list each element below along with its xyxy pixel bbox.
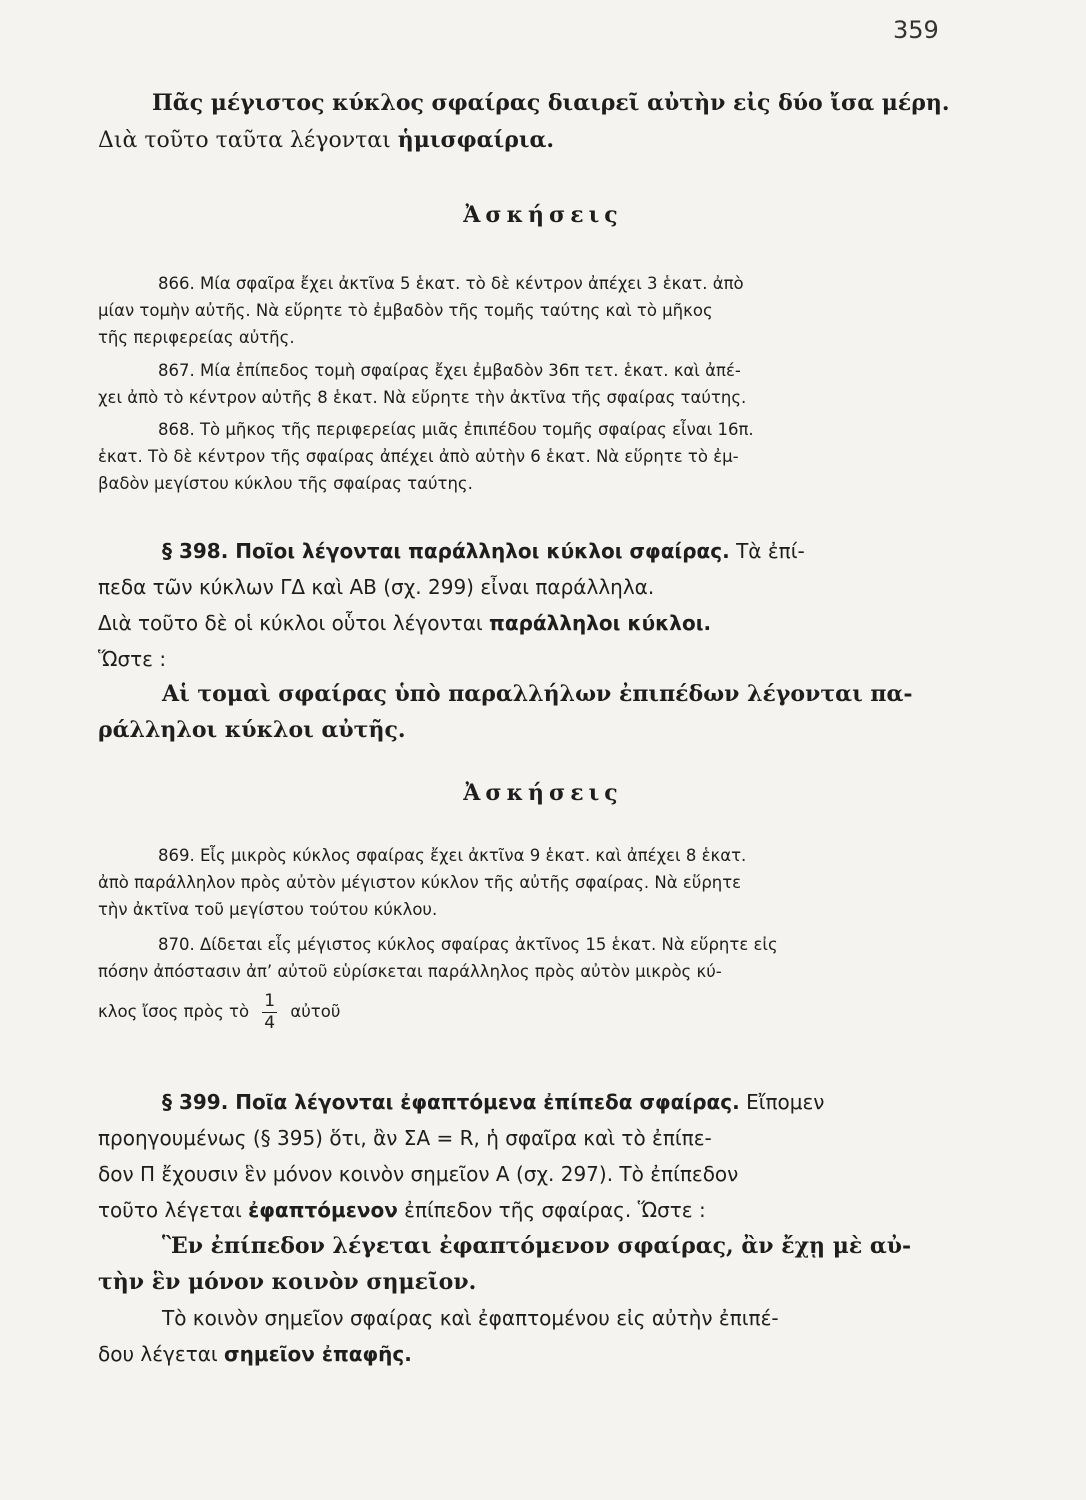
ex869-line-2: ἀπὸ παράλληλον πρὸς αὐτὸν μέγιστον κύκλον τῆς αὐτῆς σφαίρας. Νὰ εὕρητε: [98, 873, 742, 892]
s399-line-4: τοῦτο λέγεται ἐφαπτόμενον ἐπίπεδον τῆς σφαίρας. Ὥστε :: [98, 1198, 706, 1222]
s398-line-2: πεδα τῶν κύκλων ΓΔ καὶ ΑΒ (σχ. 299) εἶναι παράλληλα.: [98, 575, 655, 599]
s399-line-6: δου λέγεται σημεῖον ἐπαφῆς.: [98, 1342, 412, 1366]
ex868-line-1: 868. Τὸ μῆκος τῆς περιφερείας μιᾶς ἐπιπέδου τομῆς σφαίρας εἶναι 16π.: [158, 420, 754, 439]
section-398-title: § 398. Ποῖοι λέγονται παράλληλοι κύκλοι σφαίρας.: [162, 539, 730, 563]
s399-theorem-line-1: Ἓν ἐπίπεδον λέγεται ἐφαπτόμενον σφαίρας, ἂν ἔχῃ μὲ αὐ-: [162, 1233, 912, 1259]
exercise-868: [98, 416, 950, 497]
ex870-line-1: 870. Δίδεται εἷς μέγιστος κύκλος σφαίρας ἀκτῖνος 15 ἑκατ. Νὰ εὕρητε εἰς: [158, 935, 778, 954]
s398-line-3: Διὰ τοῦτο δὲ οἱ κύκλοι οὗτοι λέγονται παράλληλοι κύκλοι.: [98, 611, 712, 635]
ex866-line-1: 866. Μία σφαῖρα ἔχει ἀκτῖνα 5 ἑκατ. τὸ δὲ κέντρον ἀπέχει 3 ἑκατ. ἀπὸ: [158, 274, 744, 293]
ex869-line-3: τὴν ἀκτῖνα τοῦ μεγίστου τούτου κύκλου.: [98, 900, 438, 919]
s398-line-4: Ὥστε :: [98, 647, 167, 671]
ex869-line-1: 869. Εἷς μικρὸς κύκλος σφαίρας ἔχει ἀκτῖνα 9 ἑκατ. καὶ ἀπέχει 8 ἑκατ.: [158, 846, 747, 865]
intro-term: ἡμισφαίρια.: [397, 127, 555, 153]
s399-line-3: δον Π ἔχουσιν ἓν μόνον κοινὸν σημεῖον Α (σχ. 297). Τὸ ἐπίπεδον: [98, 1162, 739, 1186]
section-398: [98, 533, 950, 677]
exercise-869: [98, 842, 950, 923]
ex866-line-3: τῆς περιφερείας αὐτῆς.: [98, 328, 295, 347]
section-399-contact-point: [98, 1300, 950, 1372]
ex868-line-2: ἑκατ. Τὸ δὲ κέντρον τῆς σφαίρας ἀπέχει ἀπὸ αὐτὴν 6 ἑκατ. Νὰ εὕρητε τὸ ἐμ-: [98, 447, 739, 466]
exercises-heading-1: Ἀσκήσεις: [463, 202, 623, 228]
s398-line-1: § 398. Ποῖοι λέγονται παράλληλοι κύκλοι σφαίρας. Τὰ ἐπί-: [162, 539, 805, 563]
exercise-866: [98, 270, 950, 351]
exercise-870: [98, 931, 950, 1034]
s399-theorem-line-2: τὴν ἓν μόνον κοινὸν σημεῖον.: [98, 1269, 477, 1295]
ex867-line-2: χει ἀπὸ τὸ κέντρον αὐτῆς 8 ἑκατ. Νὰ εὕρητε τὴν ἀκτῖνα τῆς σφαίρας ταύτης.: [98, 388, 747, 407]
ex867-line-1: 867. Μία ἐπίπεδος τομὴ σφαίρας ἔχει ἐμβαδὸν 36π τετ. ἑκατ. καὶ ἀπέ-: [158, 361, 741, 380]
section-399-title: § 399. Ποῖα λέγονται ἐφαπτόμενα ἐπίπεδα σφαίρας.: [162, 1090, 740, 1114]
intro-text: Διὰ τοῦτο ταῦτα λέγονται: [98, 128, 398, 153]
intro-line: [98, 122, 950, 159]
ex868-line-3: βαδὸν μεγίστου κύκλου τῆς σφαίρας ταύτης.: [98, 474, 473, 493]
section-399-theorem: [98, 1228, 950, 1300]
s399-line-5: Τὸ κοινὸν σημεῖον σφαίρας καὶ ἐφαπτομένου εἰς αὐτὴν ἐπιπέ-: [162, 1306, 779, 1330]
ex866-line-2: μίαν τομὴν αὐτῆς. Νὰ εὕρητε τὸ ἐμβαδὸν τῆς τομῆς ταύτης καὶ τὸ μῆκος: [98, 301, 713, 320]
s398-theorem-line-1: Αἱ τομαὶ σφαίρας ὑπὸ παραλλήλων ἐπιπέδων λέγονται πα-: [162, 681, 913, 707]
s399-line-1: § 399. Ποῖα λέγονται ἐφαπτόμενα ἐπίπεδα σφαίρας. Εἴπομεν: [162, 1090, 825, 1114]
exercise-867: [98, 357, 950, 411]
page-number: 359: [893, 16, 939, 44]
ex870-line-2: πόσην ἀπόστασιν ἀπ’ αὐτοῦ εὑρίσκεται παράλληλος πρὸς αὐτὸν μικρὸς κύ-: [98, 962, 722, 981]
s398-theorem-line-2: ράλληλοι κύκλοι αὐτῆς.: [98, 717, 406, 743]
ex870-line-3: κλος ἴσος πρὸς τὸ $\frac{1}{4}$ αὐτοῦ: [98, 991, 341, 1033]
intro-theorem: Πᾶς μέγιστος κύκλος σφαίρας διαιρεῖ αὐτὴν εἰς δύο ἴσα μέρη.: [152, 90, 950, 116]
exercises-heading-2: Ἀσκήσεις: [463, 780, 623, 806]
s399-line-2: προηγουμένως (§ 395) ὅτι, ἂν ΣΑ = R, ἡ σφαῖρα καὶ τὸ ἐπίπε-: [98, 1126, 712, 1150]
section-398-theorem: [98, 676, 950, 748]
fraction-one-quarter: $\frac{1}{4}$: [264, 991, 276, 1033]
section-399: [98, 1084, 950, 1228]
